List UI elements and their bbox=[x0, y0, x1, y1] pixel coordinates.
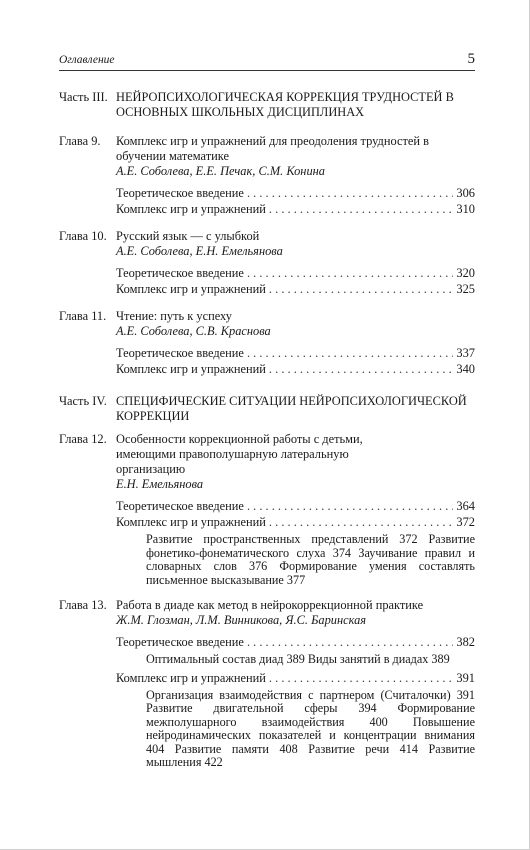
entry-subtopics: Развитие пространственных представлений 372 Развитие фонетико-фонематического слуха 374 Заучивание правил и словарных слов 376 Формирование умения составлять письменное высказывание 377 bbox=[146, 532, 475, 587]
chapter-body bbox=[116, 134, 475, 179]
chapter-body bbox=[116, 598, 475, 628]
chapter-title: Русский язык — с улыбкой bbox=[116, 229, 260, 243]
toc-entry bbox=[116, 202, 475, 218]
chapter-heading bbox=[59, 134, 475, 179]
chapter bbox=[59, 309, 475, 378]
entry-title: Комплекс игр и упражнений bbox=[116, 202, 266, 216]
entry-page: 364 bbox=[456, 499, 475, 513]
entry-page: 372 bbox=[456, 515, 475, 529]
entry-page: 306 bbox=[456, 186, 475, 200]
entry-title: Теоретическое введение bbox=[116, 346, 244, 360]
leader-dots bbox=[269, 671, 453, 686]
chapter-title: Особенности коррекционной работы с детьми, имеющими правополушарную латеральную организацию bbox=[116, 432, 363, 476]
running-title: Оглавление bbox=[59, 54, 115, 66]
entry-title: Комплекс игр и упражнений bbox=[116, 515, 266, 529]
entry-title: Теоретическое введение bbox=[116, 186, 244, 200]
chapter-authors: Ж.М. Глозман, Л.М. Винникова, Я.С. Баринская bbox=[116, 613, 367, 627]
chapter-entries bbox=[116, 635, 475, 770]
entry-page: 310 bbox=[456, 202, 475, 216]
toc-entry bbox=[116, 346, 475, 362]
chapter-title: Чтение: путь к успеху bbox=[116, 309, 232, 323]
page-number: 5 bbox=[467, 51, 475, 67]
part-title: НЕЙРОПСИХОЛОГИЧЕСКАЯ КОРРЕКЦИЯ ТРУДНОСТЕЙ В ОСНОВНЫХ ШКОЛЬНЫХ ДИСЦИПЛИНАХ bbox=[116, 90, 454, 119]
part-heading bbox=[59, 394, 475, 424]
leader-dots bbox=[269, 515, 453, 530]
chapter-heading bbox=[59, 229, 475, 259]
chapter-entries bbox=[116, 266, 475, 298]
entry-title: Теоретическое введение bbox=[116, 266, 244, 280]
entry-title: Комплекс игр и упражнений bbox=[116, 670, 266, 685]
leader-dots bbox=[269, 362, 453, 377]
entry-title: Комплекс игр и упражнений bbox=[116, 362, 266, 376]
leader-dots bbox=[247, 635, 453, 650]
toc-entry bbox=[116, 186, 475, 202]
leader-dots bbox=[247, 499, 453, 514]
chapter-title: Комплекс игр и упражнений для преодоления трудностей в обучении математике bbox=[116, 134, 429, 163]
chapter-label: Глава 9. bbox=[59, 134, 101, 148]
entry-title: Теоретическое введение bbox=[116, 499, 244, 513]
chapter-body bbox=[116, 432, 475, 492]
chapter-label: Глава 11. bbox=[59, 309, 107, 323]
chapter-title: Работа в диаде как метод в нейрокоррекционной практике bbox=[116, 598, 424, 612]
chapter-entries bbox=[116, 186, 475, 218]
chapter-label: Глава 10. bbox=[59, 229, 107, 243]
chapter-heading bbox=[59, 432, 475, 492]
leader-dots bbox=[269, 282, 453, 297]
chapter bbox=[59, 598, 475, 770]
chapter-heading bbox=[59, 309, 475, 339]
entry-title: Теоретическое введение bbox=[116, 635, 244, 649]
chapter-label: Глава 12. bbox=[59, 432, 107, 446]
chapter-heading bbox=[59, 598, 475, 628]
leader-dots bbox=[247, 346, 453, 361]
entry-page: 382 bbox=[456, 635, 475, 649]
toc-entry bbox=[116, 635, 475, 651]
chapter bbox=[59, 432, 475, 587]
chapter-authors: А.Е. Соболева, Е.Н. Емельянова bbox=[116, 244, 283, 258]
entry-subtopics: Оптимальный состав диад 389 Виды занятий в диадах 389 bbox=[146, 652, 450, 666]
table-of-contents bbox=[59, 90, 475, 781]
toc-entry bbox=[116, 282, 475, 298]
chapter-entries bbox=[116, 499, 475, 587]
chapter-authors: А.Е. Соболева, Е.Е. Печак, С.М. Конина bbox=[116, 164, 325, 178]
toc-entry bbox=[116, 362, 475, 378]
chapter bbox=[59, 134, 475, 218]
toc-entry bbox=[116, 499, 475, 515]
toc-entry bbox=[116, 671, 475, 687]
part-label: Часть III. bbox=[59, 90, 108, 104]
part-title: СПЕЦИФИЧЕСКИЕ СИТУАЦИИ НЕЙРОПСИХОЛОГИЧЕСКОЙ КОРРЕКЦИИ bbox=[116, 394, 467, 423]
entry-page: 337 bbox=[456, 346, 475, 360]
leader-dots bbox=[269, 202, 453, 217]
leader-dots bbox=[247, 266, 453, 281]
running-header bbox=[59, 48, 475, 71]
part-heading bbox=[59, 90, 475, 120]
entry-page: 391 bbox=[456, 670, 475, 685]
toc-entry bbox=[116, 266, 475, 282]
chapter-label: Глава 13. bbox=[59, 598, 107, 612]
entry-page: 320 bbox=[456, 266, 475, 280]
chapter-authors: Е.Н. Емельянова bbox=[116, 477, 204, 491]
entry-page: 340 bbox=[456, 362, 475, 376]
entry-page: 325 bbox=[456, 282, 475, 296]
entry-subtopics: Организация взаимодействия с партнером (Считалочки) 391 Развитие двигательной сферы 394 Формирование межполушарного взаимодействия 400 Повышение нейродинамических показателей и концентрации внимания 404 Развитие памяти 408 Развитие речи 414 Развитие мышления 422 bbox=[146, 687, 475, 769]
chapter-entries bbox=[116, 346, 475, 378]
chapter bbox=[59, 229, 475, 298]
part-label: Часть IV. bbox=[59, 394, 107, 408]
chapter-body bbox=[116, 229, 475, 259]
leader-dots bbox=[247, 186, 453, 201]
chapter-authors: А.Е. Соболева, С.В. Краснова bbox=[116, 324, 271, 338]
entry-title: Комплекс игр и упражнений bbox=[116, 282, 266, 296]
chapter-body bbox=[116, 309, 475, 339]
toc-entry bbox=[116, 515, 475, 531]
